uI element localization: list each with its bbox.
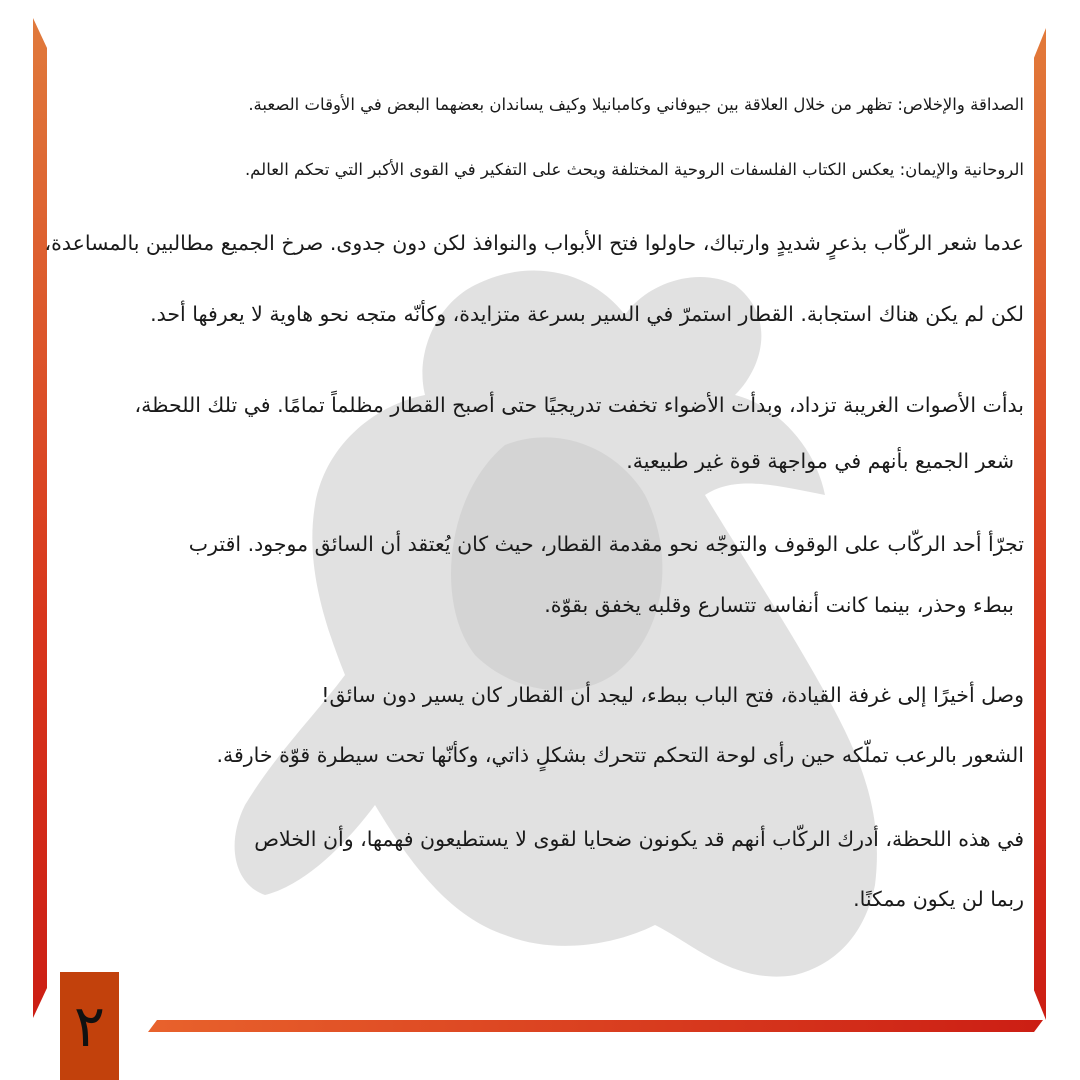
paragraph-line: ببطء وحذر، بينما كانت أنفاسه تتسارع وقلبه يخفق بقوّة. [544,593,1014,617]
right-frame-bar [1034,28,1046,1020]
page-number [60,972,119,1080]
paragraph-line: الروحانية والإيمان: يعكس الكتاب الفلسفات الروحية المختلفة ويحث على التفكير في القوى الأكبر التي تحكم العالم. [244,160,1024,179]
paragraph-line: عدما شعر الركّاب بذعرٍ شديدٍ وارتباك، حاولوا فتح الأبواب والنوافذ لكن دون جدوى. صرخ الجميع مطالبين بالمساعدة، [44,231,1024,255]
paragraph-line: الشعور بالرعب تملّكه حين رأى لوحة التحكم تتحرك بشكلٍ ذاتي، وكأنّها تحت سيطرة قوّة خارقة. [216,743,1024,767]
paragraph-line: وصل أخيرًا إلى غرفة القيادة، فتح الباب ببطء، ليجد أن القطار كان يسير دون سائق! [321,683,1024,707]
paragraph-line: ربما لن يكون ممكنًا. [853,887,1024,911]
paragraph-line: شعر الجميع بأنهم في مواجهة قوة غير طبيعية. [626,449,1014,473]
paragraph-line: لكن لم يكن هناك استجابة. القطار استمرّ في السير بسرعة متزايدة، وكأنّه متجه نحو هاوية لا يعرفها أحد. [150,302,1024,326]
paragraph-line: الصداقة والإخلاص: تظهر من خلال العلاقة بين جيوفاني وكامبانيلا وكيف يساندان بعضهما البعض في الأوقات الصعبة. [248,95,1024,114]
paragraph-line: في هذه اللحظة، أدرك الركّاب أنهم قد يكونون ضحايا لقوى لا يستطيعون فهمها، وأن الخلاص [254,827,1024,851]
paragraph-line: تجرّأ أحد الركّاب على الوقوف والتوجّه نحو مقدمة القطار، حيث كان يُعتقد أن السائق موجود. اقترب [188,532,1024,556]
paragraph-line: بدأت الأصوات الغريبة تزداد، وبدأت الأضواء تخفت تدريجيًا حتى أصبح القطار مظلماً تمامًا. في تلك اللحظة، [134,393,1024,417]
left-frame-bar [33,18,47,1018]
page-number-text: ٢ [73,992,106,1060]
bottom-frame-bar [148,1020,1043,1032]
